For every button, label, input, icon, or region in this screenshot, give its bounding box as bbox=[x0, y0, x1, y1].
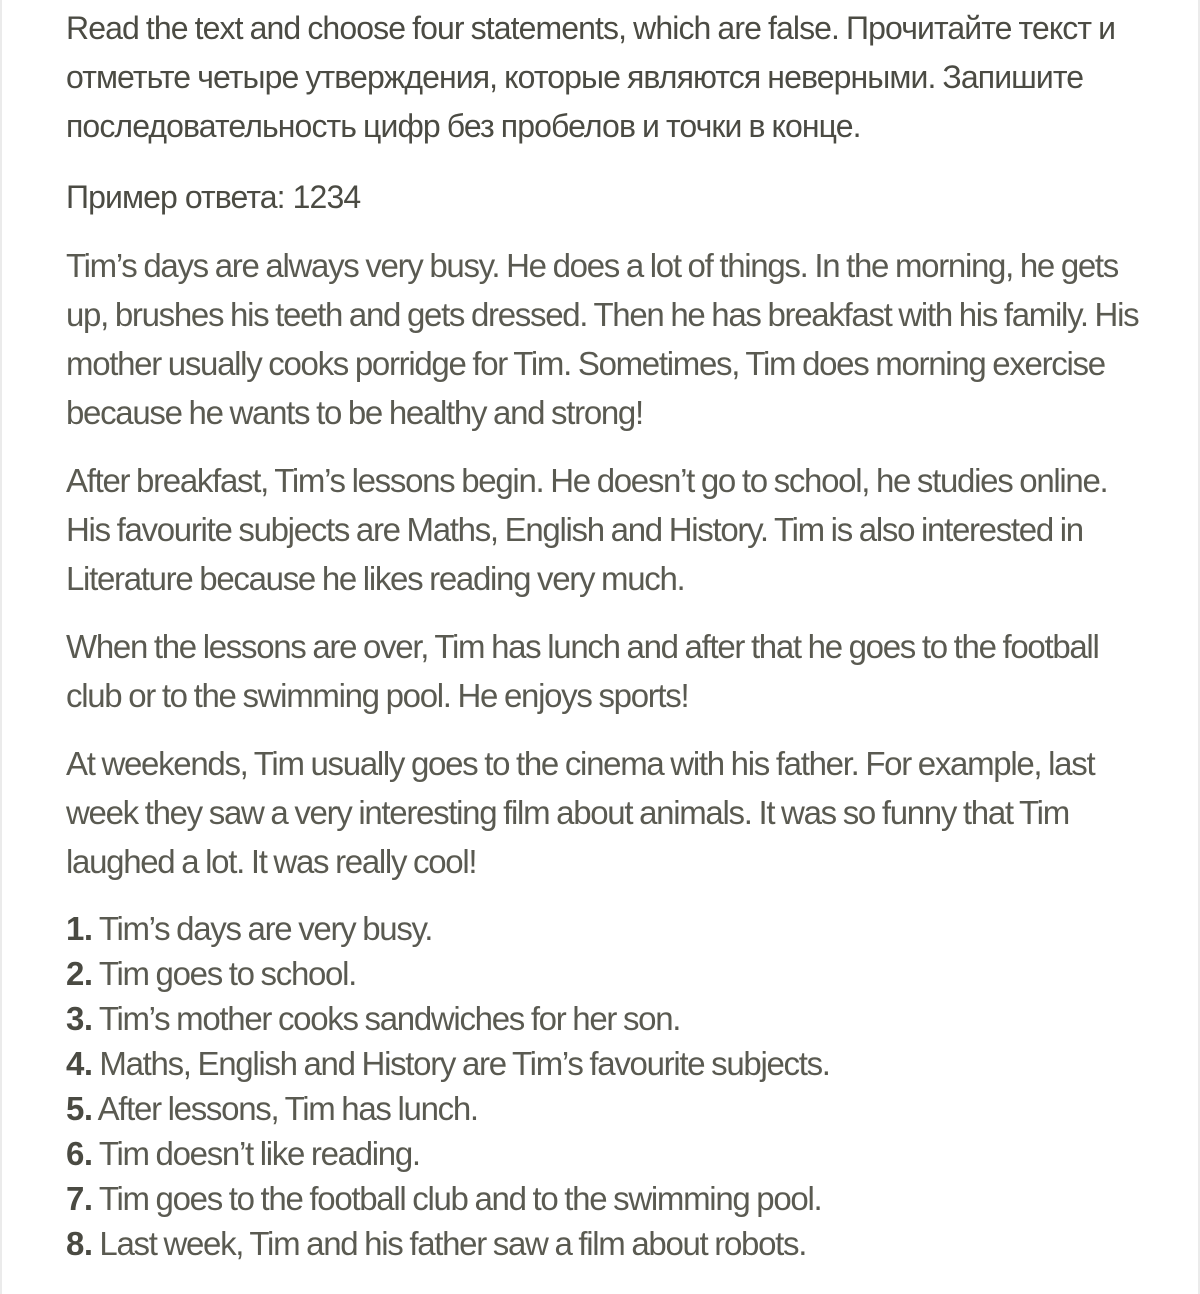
statement-text: Tim’s mother cooks sandwiches for her son. bbox=[98, 1000, 681, 1037]
statement-text: Tim goes to the football club and to the swimming pool. bbox=[98, 1180, 822, 1217]
statement-number: 5. bbox=[66, 1090, 93, 1127]
left-border bbox=[0, 0, 2, 1294]
statement-2 bbox=[66, 951, 1146, 996]
statement-text: Last week, Tim and his father saw a film about robots. bbox=[99, 1225, 807, 1262]
statement-text: Tim doesn’t like reading. bbox=[98, 1135, 420, 1172]
statement-number: 8. bbox=[66, 1225, 93, 1262]
statement-5 bbox=[66, 1086, 1146, 1131]
reading-paragraph-1: Tim’s days are always very busy. He does a lot of things. In the morning, he gets up, brushes his teeth and gets dressed. Then he has breakfast with his family. His mother usually cooks porridge for Tim. Sometimes, Tim does morning exercise because he wants to be healthy and strong! bbox=[66, 247, 1139, 431]
statement-number: 1. bbox=[66, 910, 93, 947]
statement-text: After lessons, Tim has lunch. bbox=[97, 1090, 478, 1127]
statement-8 bbox=[66, 1221, 1146, 1266]
statement-7 bbox=[66, 1176, 1146, 1221]
task-content bbox=[66, 4, 1146, 1266]
statement-1 bbox=[66, 906, 1146, 951]
task-instructions: Read the text and choose four statements, which are false. Прочитайте текст и отметьте четыре утверждения, которые являются неверными. Запишите последовательность цифр без пробелов и точки в конце. bbox=[66, 10, 1116, 144]
statement-number: 4. bbox=[66, 1045, 93, 1082]
statement-text: Tim goes to school. bbox=[98, 955, 357, 992]
statement-6 bbox=[66, 1131, 1146, 1176]
statement-number: 2. bbox=[66, 955, 93, 992]
statement-text: Maths, English and History are Tim’s favourite subjects. bbox=[99, 1045, 830, 1082]
reading-paragraph-2: After breakfast, Tim’s lessons begin. He doesn’t go to school, he studies online. His favourite subjects are Maths, English and History. Tim is also interested in Literature because he likes reading very much. bbox=[66, 462, 1108, 597]
answer-example: Пример ответа: 1234 bbox=[66, 179, 361, 215]
statement-number: 3. bbox=[66, 1000, 93, 1037]
reading-paragraph-4: At weekends, Tim usually goes to the cinema with his father. For example, last week they saw a very interesting film about animals. It was so funny that Tim laughed a lot. It was really cool! bbox=[66, 745, 1095, 880]
statement-number: 6. bbox=[66, 1135, 93, 1172]
statement-number: 7. bbox=[66, 1180, 93, 1217]
statement-4 bbox=[66, 1041, 1146, 1086]
statements-list bbox=[66, 906, 1146, 1266]
reading-paragraph-3: When the lessons are over, Tim has lunch and after that he goes to the football club or to the swimming pool. He enjoys sports! bbox=[66, 628, 1099, 714]
statement-text: Tim’s days are very busy. bbox=[98, 910, 433, 947]
statement-3 bbox=[66, 996, 1146, 1041]
